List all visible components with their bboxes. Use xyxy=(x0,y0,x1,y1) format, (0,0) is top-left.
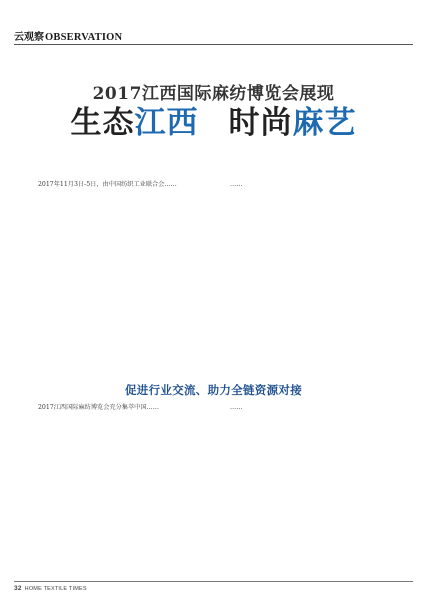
section-header xyxy=(14,28,122,42)
body-column-left-bottom xyxy=(26,403,206,414)
section-label-en: OBSERVATION xyxy=(45,32,123,43)
body-column-right-top xyxy=(218,180,398,191)
footer-divider xyxy=(14,581,413,582)
body-column-left-top xyxy=(26,180,206,191)
title-word-jiangxi: 江西 xyxy=(134,105,199,141)
header-divider xyxy=(14,44,413,45)
page-footer xyxy=(14,585,87,592)
article-title-line1: 2017江西国际麻纺博览会展现 xyxy=(92,84,335,104)
article-subheading: 促进行业交流、助力全链资源对接 xyxy=(125,383,302,397)
title-word-mayi: 麻艺 xyxy=(292,105,357,141)
paragraph: …… xyxy=(230,404,243,411)
title-word-shishang: 时尚 xyxy=(228,105,293,141)
article-title-line2 xyxy=(0,103,427,143)
paragraph: 2017年11月3日-5日，由中国纺织工业联合会…… xyxy=(38,181,177,188)
paragraph: 2017江西国际麻纺博览会充分集萃中国…… xyxy=(38,404,159,411)
page-number: 32 xyxy=(14,585,22,592)
title-word-shengtai: 生态 xyxy=(70,105,135,141)
paragraph: …… xyxy=(230,181,243,188)
body-column-right-bottom xyxy=(218,403,398,414)
journal-name: HOME TEXTILE TIMES xyxy=(24,586,87,592)
section-label-cn: 云观察 xyxy=(14,32,44,43)
